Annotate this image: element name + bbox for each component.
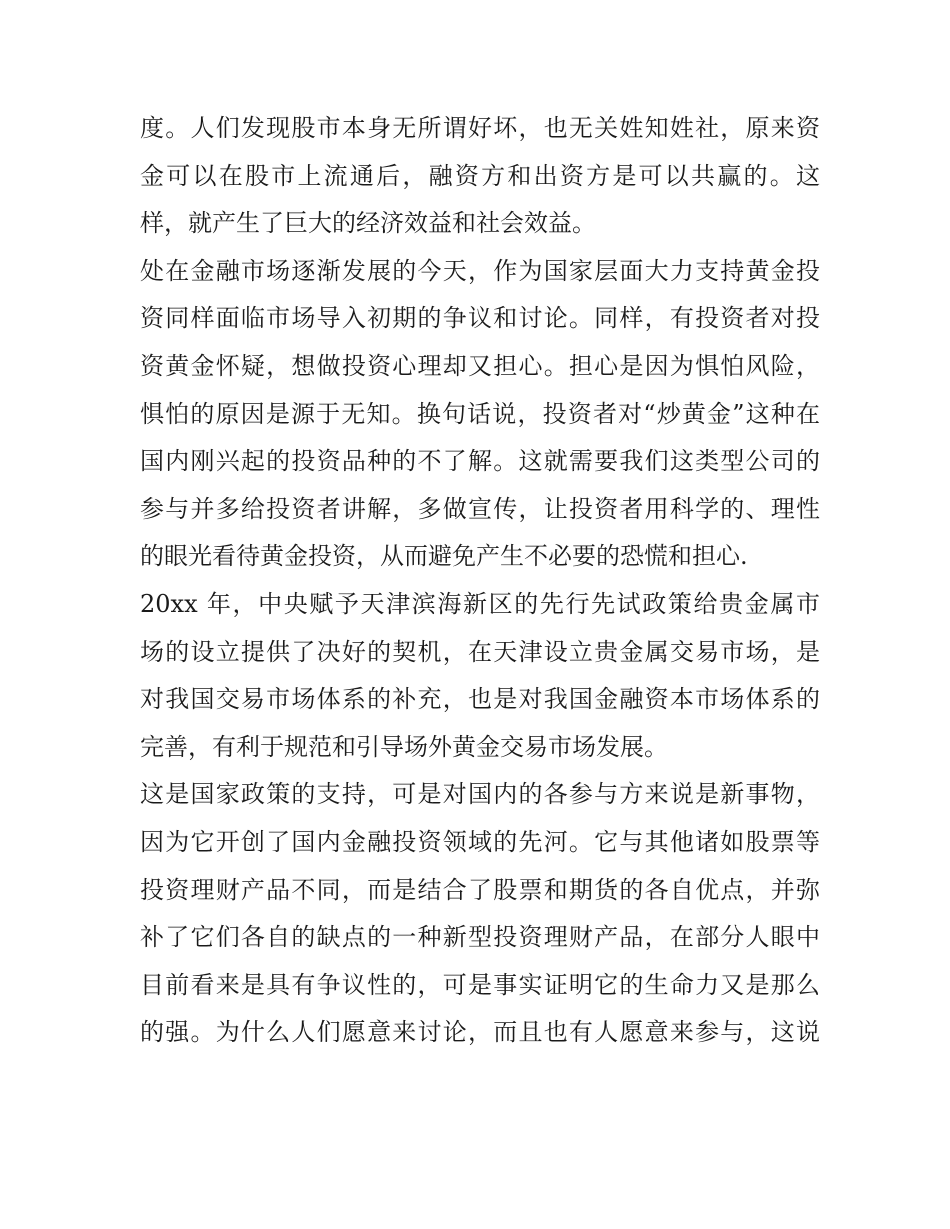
text-line: 投资理财产品不同，而是结合了股票和期货的各自优点，并弥: [140, 875, 820, 904]
text-line: 样，就产生了巨大的经济效益和社会效益。: [140, 209, 596, 238]
text-line: 对我国交易市场体系的补充，也是对我国金融资本市场体系的: [140, 685, 820, 714]
text-line: 国内刚兴起的投资品种的不了解。这就需要我们这类型公司的: [140, 447, 820, 476]
text-line: 惧怕的原因是源于无知。换句话说，投资者对“炒黄金”这种在: [140, 399, 820, 428]
text-line: 场的设立提供了决好的契机，在天津设立贵金属交易市场，是: [140, 637, 820, 666]
text-line: 金可以在股市上流通后，融资方和出资方是可以共赢的。这: [140, 161, 820, 190]
text-line: 补了它们各自的缺点的一种新型投资理财产品，在部分人眼中: [140, 923, 820, 952]
text-line: 资同样面临市场导入初期的争议和讨论。同样，有投资者对投: [140, 304, 820, 333]
body-text: [140, 107, 820, 1059]
text-line: 20xx 年，中央赋予天津滨海新区的先行先试政策给贵金属市: [140, 589, 820, 618]
text-line: 参与并多给投资者讲解，多做宣传，让投资者用科学的、理性: [140, 494, 820, 523]
text-line: 这是国家政策的支持，可是对国内的各参与方来说是新事物，: [140, 780, 820, 809]
text-line: 度。人们发现股市本身无所谓好坏，也无关姓知姓社，原来资: [140, 114, 820, 142]
text-line: 完善，有利于规范和引导场外黄金交易市场发展。: [140, 732, 668, 761]
text-line: 资黄金怀疑，想做投资心理却又担心。担心是因为惧怕风险，: [140, 351, 820, 380]
text-line: 的强。为什么人们愿意来讨论，而且也有人愿意来参与，这说: [140, 1018, 820, 1047]
text-line: 目前看来是具有争议性的，可是事实证明它的生命力又是那么: [140, 970, 820, 999]
text-line: 的眼光看待黄金投资，从而避免产生不必要的恐慌和担心.: [140, 542, 748, 571]
text-line: 因为它开创了国内金融投资领域的先河。它与其他诸如股票等: [140, 827, 820, 856]
text-line: 处在金融市场逐渐发展的今天，作为国家层面大力支持黄金投: [140, 256, 820, 285]
